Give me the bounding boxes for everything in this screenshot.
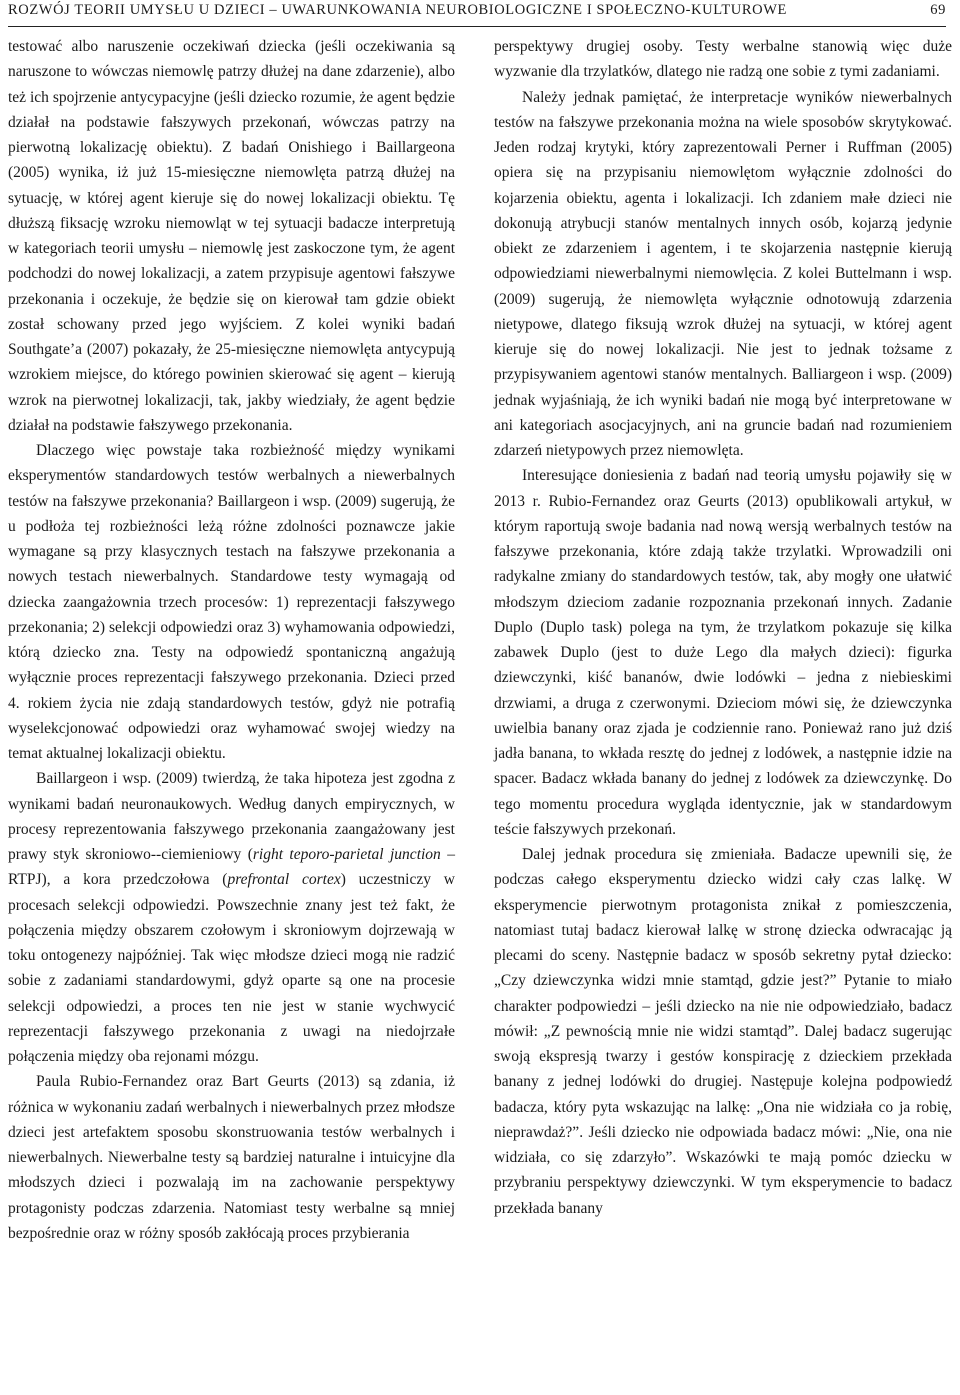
- paragraph: [8, 766, 455, 1069]
- paragraph: Należy jednak pamiętać, że interpretacje wyników niewerbalnych testów na fałszywe przekonania można na wiele sposobów skrytykować. Jeden rodzaj krytyki, który zaprezentowali Perner i Ruffman (2005) opiera się na przypisaniu niemowlętom wyłącznie zdolności do kojarzenia obiektu, agenta i lokalizacji. Ich zdaniem małe dzieci nie dokonują atrybucji stanów mentalnych innych osób, kojarzą jedynie obiekt ze zdarzeniem i agentem, i te skojarzenia następnie kierują odpowiedziami niewerbalnymi niemowlęcia. Z kolei Buttelmann i wsp. (2009) sugerują, że niemowlęta wyłącznie odnotowują zdarzenia nietypowe, dlatego fiksują wzrok dłużej na sytuacji, w której agent kieruje się do nowej lokalizacji. Nie jest to jednak tożsame z przypisywaniem agentowi stanów mentalnych. Balliargeon i wsp. (2009) jednak wyjaśniają, że ich wyniki badań nie mogą być interpretowane w ani kategoriach asocjacyjnych, ani na gruncie badań nad rozumieniem zdarzeń nietypowych przez niemowlęta.: [494, 88, 952, 459]
- paragraph: Dlaczego więc powstaje taka rozbieżność między wynikami eksperymentów standardowych testów werbalnych a niewerbalnych testów na fałszywe przekonania? Baillargeon i wsp. (2009) sugerują, że u podłoża tej rozbieżności leżą różne zdolności poznawcze jakie wymagane są przy klasycznych testach na fałszywe przekonania a nowych testach niewerbalnych. Standardowe testy wymagają od dziecka zaangażownia trzech procesów: 1) reprezentacji fałszywego przekonania; 2) selekcji odpowiedzi oraz 3) wyhamowania odpowiedzi, którą dziecko zna. Testy na odpowiedź spontaniczną angażują wyłącznie proces reprezentacji fałszywego przekonania. Dzieci przed 4. rokiem życia nie zdają standardowych testów, gdyż nie potrafią wyselekcjonować odpowiedzi oraz wyhamować swojej wiedzy na temat aktualnej lokalizacji obiektu.: [8, 442, 455, 762]
- page-number: 69: [930, 2, 946, 18]
- paragraph: Dalej jednak procedura się zmieniała. Badacze upewnili się, że podczas całego eksperymentu dziecko widzi cały czas lalkę. W eksperymencie pierwotnym protagonista znikał z pomieszczenia, natomiast tutaj badacz kierował lalkę w stronę dziecka odwracając ją plecami do sceny. Następnie badacz w sposób sekretny pytał dziecko: „Czy dziewczynka widzi mnie stamtąd, gdzie jest?” Pytanie to miało charakter podpowiedzi – jeśli dziecko na nie nie odpowiedziało, badacz mówił: „Z pewnością mnie nie widzi stamtąd”. Dalej badacz sugerując swoją ekspresją twarzy i gestów konspirację z dzieckiem przekłada banany z jednej lodówki do drugiej. Następuje kolejna podpowiedź badacza, który pyta wskazując na lalkę: „Ona nie widziała co ja robię, nieprawdaż?”. Jeśli dziecko nie odpowiada badacz mówi: „Nie, ona nie widziała, co się zdarzyło”. Wskazówki te mają pomóc dziecku w przybraniu perspektywy dziewczynki. W tym eksperymencie to badacz przekłada banany: [494, 846, 952, 1217]
- paragraph-text: – RTPJ), a kora przedczołowa (: [8, 846, 455, 889]
- running-header: [8, 2, 946, 27]
- paragraph-text: ) uczestniczy w procesach selekcji odpowiedzi. Powszechnie znany jest też fakt, że połączenia między obszarem czołowym i skroniowym dojrzewają w toku ontogenezy najpóźniej. Tak więc młodsze dzieci mogą nie radzić sobie z zadaniami standardowymi, gdyż oparte są one na procesie selekcji odpowiedzi, a proces ten nie jest w stanie wychwycić reprezentacji fałszywego przekonania z uwagi na niedojrzałe połączenia między oba rejonami mózgu.: [8, 871, 455, 1065]
- paragraph: Interesujące doniesienia z badań nad teorią umysłu pojawiły się w 2013 r. Rubio-Fernandez oraz Geurts (2013) opublikowali artykuł, w którym raportują swoje badania nad nową wersją werbalnych testów na fałszywe przekonania, które zdają także trzylatki. Wprowadzili oni radykalne zmiany do standardowych testów, tak, aby mogły one ułatwić młodszym dzieciom zadanie rozpoznania przekonań innych. Zadanie Duplo (Duplo task) polega na tym, że trzylatkom pokazuje się kilka zabawek Duplo (jest to duże Lego dla małych dzieci): figurka dziewczynki, kiść bananów, dwie lodówki – jedna z niebieskimi drzwiami, a druga z czerwonymi. Dzieciom mówi się, że dziewczynka uwielbia banany oraz zjada je codziennie rano. Ponieważ rano już dziś jadła banana, to wkłada resztę do jednej z lodówek, a następnie idzie na spacer. Badacz wkłada banany do jednej z lodówek za dziewczynkę. Do tego momentu procedura wygląda identycznie, jak w standardowym teście fałszywych przekonań.: [494, 467, 952, 838]
- left-column: [8, 34, 455, 1246]
- running-title: ROZWÓJ TEORII UMYSŁU U DZIECI – UWARUNKOWANIA NEUROBIOLOGICZNE I SPOŁECZNO-KULTUROWE: [8, 2, 787, 18]
- latin-term: right teporo-parietal junction: [252, 846, 441, 863]
- latin-term: prefrontal cortex: [227, 871, 341, 889]
- paragraph: perspektywy drugiej osoby. Testy werbalne stanowią więc duże wyzwanie dla trzylatków, dlatego nie radzą one sobie z tymi zadaniami.: [494, 38, 952, 81]
- paragraph: testować albo naruszenie oczekiwań dziecka (jeśli oczekiwania są naruszone to wówczas niemowlę patrzy dłużej na dane zdarzenie), albo też ich spojrzenie antycypacyjne (jeśli dziecko rozumie, że agent będzie działał na podstawie fałszywych przekonań, wówczas patrzy na pierwotną lokalizację obiektu). Z badań Onishiego i Baillargeona (2005) wynika, iż już 15-miesięczne niemowlęta patrzą dłużej na sytuację, w której agent kieruje się do nowej lokalizacji obiektu. Tę dłuższą fiksację wzroku niemowląt w tej sytuacji badacze interpretują w kategoriach teorii umysłu – niemowlę jest zaskoczone tym, że agent podchodzi do nowej lokalizacji, a zatem przypisuje agentowi fałszywe przekonania i oczekuje, że będzie się on kierował tam gdzie obiekt został schowany przed jego wyjściem. Z kolei wyniki badań Southgate’a (2007) pokazały, że 25-miesięczne niemowlęta antycypują wzrokiem miejsce, do którego powinien skierować się agent – kierują wzrok na pierwotnej lokalizacji, tak, jakby wiedziały, że agent będzie działał na podstawie fałszywego przekonania.: [8, 38, 455, 434]
- paragraph: Paula Rubio-Fernandez oraz Bart Geurts (2013) są zdania, iż różnica w wykonaniu zadań werbalnych i niewerbalnych przez młodsze dzieci jest artefaktem sposobu skonstruowania testów werbalnych i niewerbalnych. Niewerbalne testy są bardziej naturalne i intuicyjne dla młodszych dzieci i pozwalają im na zachowanie perspektywy protagonisty podczas zdarzenia. Natomiast testy werbalne są mniej bezpośrednie oraz w różny sposób zakłócają proces przybierania: [8, 1073, 455, 1242]
- right-column: [494, 34, 952, 1221]
- paragraph-text: Baillargeon i wsp. (2009) twierdzą, że taka hipoteza jest zgodna z wynikami badań neuronaukowych. Według danych empirycznych, w procesy reprezentowania fałszywego przekonania zaangażowany jest prawy styk skroniowo--ciemieniowy (: [8, 770, 455, 863]
